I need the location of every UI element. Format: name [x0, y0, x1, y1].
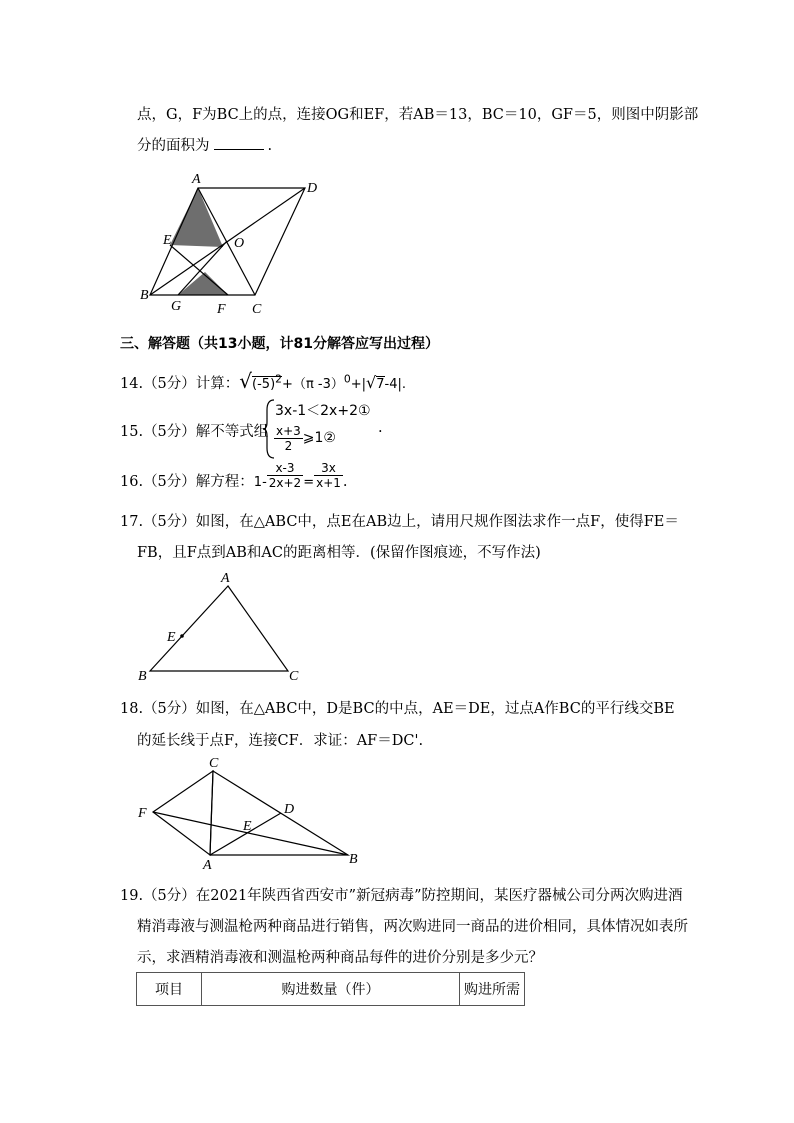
- label-b: B: [138, 669, 147, 684]
- q19-table: [136, 972, 525, 1006]
- label-a: A: [221, 571, 230, 586]
- q18-line1: 18.（5分）如图，在△ABC中，D是BC的中点，AE＝DE，过点A作BC的平行线交BE: [120, 701, 675, 717]
- q14-score: （5分）: [143, 376, 196, 392]
- q17-line1: 17.（5分）如图，在△ABC中，点E在AB边上，请用尺规作图法求作一点F，使得FE＝: [120, 514, 679, 530]
- label-f: F: [138, 806, 147, 821]
- q16-lead: 1-: [253, 475, 267, 490]
- label-g: G: [171, 299, 182, 314]
- label-c: C: [252, 302, 262, 317]
- figure-13-parallelogram: [135, 168, 335, 318]
- q18-line2: 的延长线于点F，连接CF．求证：AF＝DC'.: [137, 733, 424, 749]
- label-b: B: [140, 288, 149, 303]
- label-o: O: [234, 236, 245, 251]
- q16-frac2-den: x+1: [316, 475, 341, 490]
- figure-17-triangle: [135, 568, 310, 686]
- section-3-heading: 三、解答题（共13小题，计81分解答应写出过程）: [120, 336, 439, 352]
- q14: [120, 369, 406, 393]
- q14-exp2: 2: [275, 372, 283, 386]
- q13-line2: [137, 134, 272, 155]
- q14-number: 14.: [120, 376, 144, 392]
- q14-sqrt7: 7: [376, 377, 385, 392]
- triangle-abc: [150, 586, 288, 671]
- q16-text: 解方程：: [195, 474, 254, 490]
- triangle-fca: [153, 771, 213, 855]
- q15-score: （5分）: [143, 424, 196, 440]
- q16-frac1-den: 2x+2: [268, 475, 302, 490]
- q16-end: .: [342, 474, 348, 490]
- table-header-cell: 购进数量（件）: [202, 973, 460, 1006]
- q13-line1: 点，G，F为BC上的点，连接OG和EF，若AB＝13，BC＝10，GF＝5，则图中阴影部: [137, 107, 699, 123]
- label-a: A: [203, 858, 212, 873]
- q14-text: 计算：: [195, 376, 240, 392]
- q17-line2: FB，且F点到AB和AC的距离相等．(保留作图痕迹，不写作法): [137, 545, 541, 561]
- q13-line2-text: 分的面积为: [137, 138, 210, 154]
- q15-frac-den: 2: [284, 439, 293, 453]
- q16-number: 16.: [120, 474, 144, 490]
- label-e: E: [167, 630, 176, 645]
- q14-expression: $√(-5)^2+(\pi$ -3）$^0$+|√7-4|.: [239, 369, 407, 393]
- table-header-cell: 购进所需: [460, 973, 525, 1006]
- q14-term2: +（π -3）: [282, 377, 344, 392]
- label-d: D: [307, 181, 318, 196]
- q16-frac2-num: 3x: [314, 461, 343, 476]
- label-c: C: [289, 669, 299, 684]
- q13-line2-end: .: [267, 138, 273, 154]
- label-d: D: [284, 802, 295, 817]
- label-b: B: [349, 852, 358, 867]
- label-e: E: [243, 819, 252, 834]
- point-e: [180, 634, 184, 638]
- q14-tail: -4|.: [384, 377, 407, 392]
- q15-label: [120, 420, 268, 441]
- q14-abs-open: +|: [350, 377, 367, 392]
- answer-blank: [214, 137, 264, 150]
- figure-18-triangle: [135, 755, 370, 875]
- q19-line3: 示，求酒精消毒液和测温枪两种商品每件的进价分别是多少元？: [137, 950, 543, 966]
- label-a: A: [192, 172, 201, 187]
- q15-end: .: [378, 420, 383, 436]
- q15-ineq2: [274, 424, 336, 453]
- shaded-region-upper: [170, 188, 223, 247]
- q15-text: 解不等式组: [195, 424, 269, 440]
- table-header-cell: 项目: [137, 973, 202, 1006]
- q16: [120, 460, 348, 491]
- label-f: F: [217, 302, 226, 317]
- q19-line1: 19.（5分）在2021年陕西省西安市”新冠病毒”防控期间，某医疗器械公司分两次购进酒: [120, 888, 683, 904]
- label-e: E: [163, 233, 172, 248]
- q16-score: （5分）: [143, 474, 196, 490]
- q15-ineq1: 3x-1＜2x+2①: [275, 403, 371, 419]
- q16-frac1-num: x-3: [267, 461, 303, 476]
- q15-number: 15.: [120, 424, 144, 440]
- label-c: C: [209, 756, 219, 771]
- table-header-row: [137, 973, 525, 1006]
- q14-sqrt-arg: (-5): [252, 377, 276, 392]
- q15-ineq2-tail: ⩾1②: [302, 430, 336, 446]
- q14-exp0: 0: [343, 372, 351, 386]
- q19-line2: 精消毒液与测温枪两种商品进行销售，两次购进同一商品的进价相同，具体情况如表所: [137, 919, 688, 935]
- q15-frac-num: x+3: [276, 424, 301, 438]
- shaded-region-lower: [178, 272, 228, 295]
- q16-eq: =: [303, 475, 315, 490]
